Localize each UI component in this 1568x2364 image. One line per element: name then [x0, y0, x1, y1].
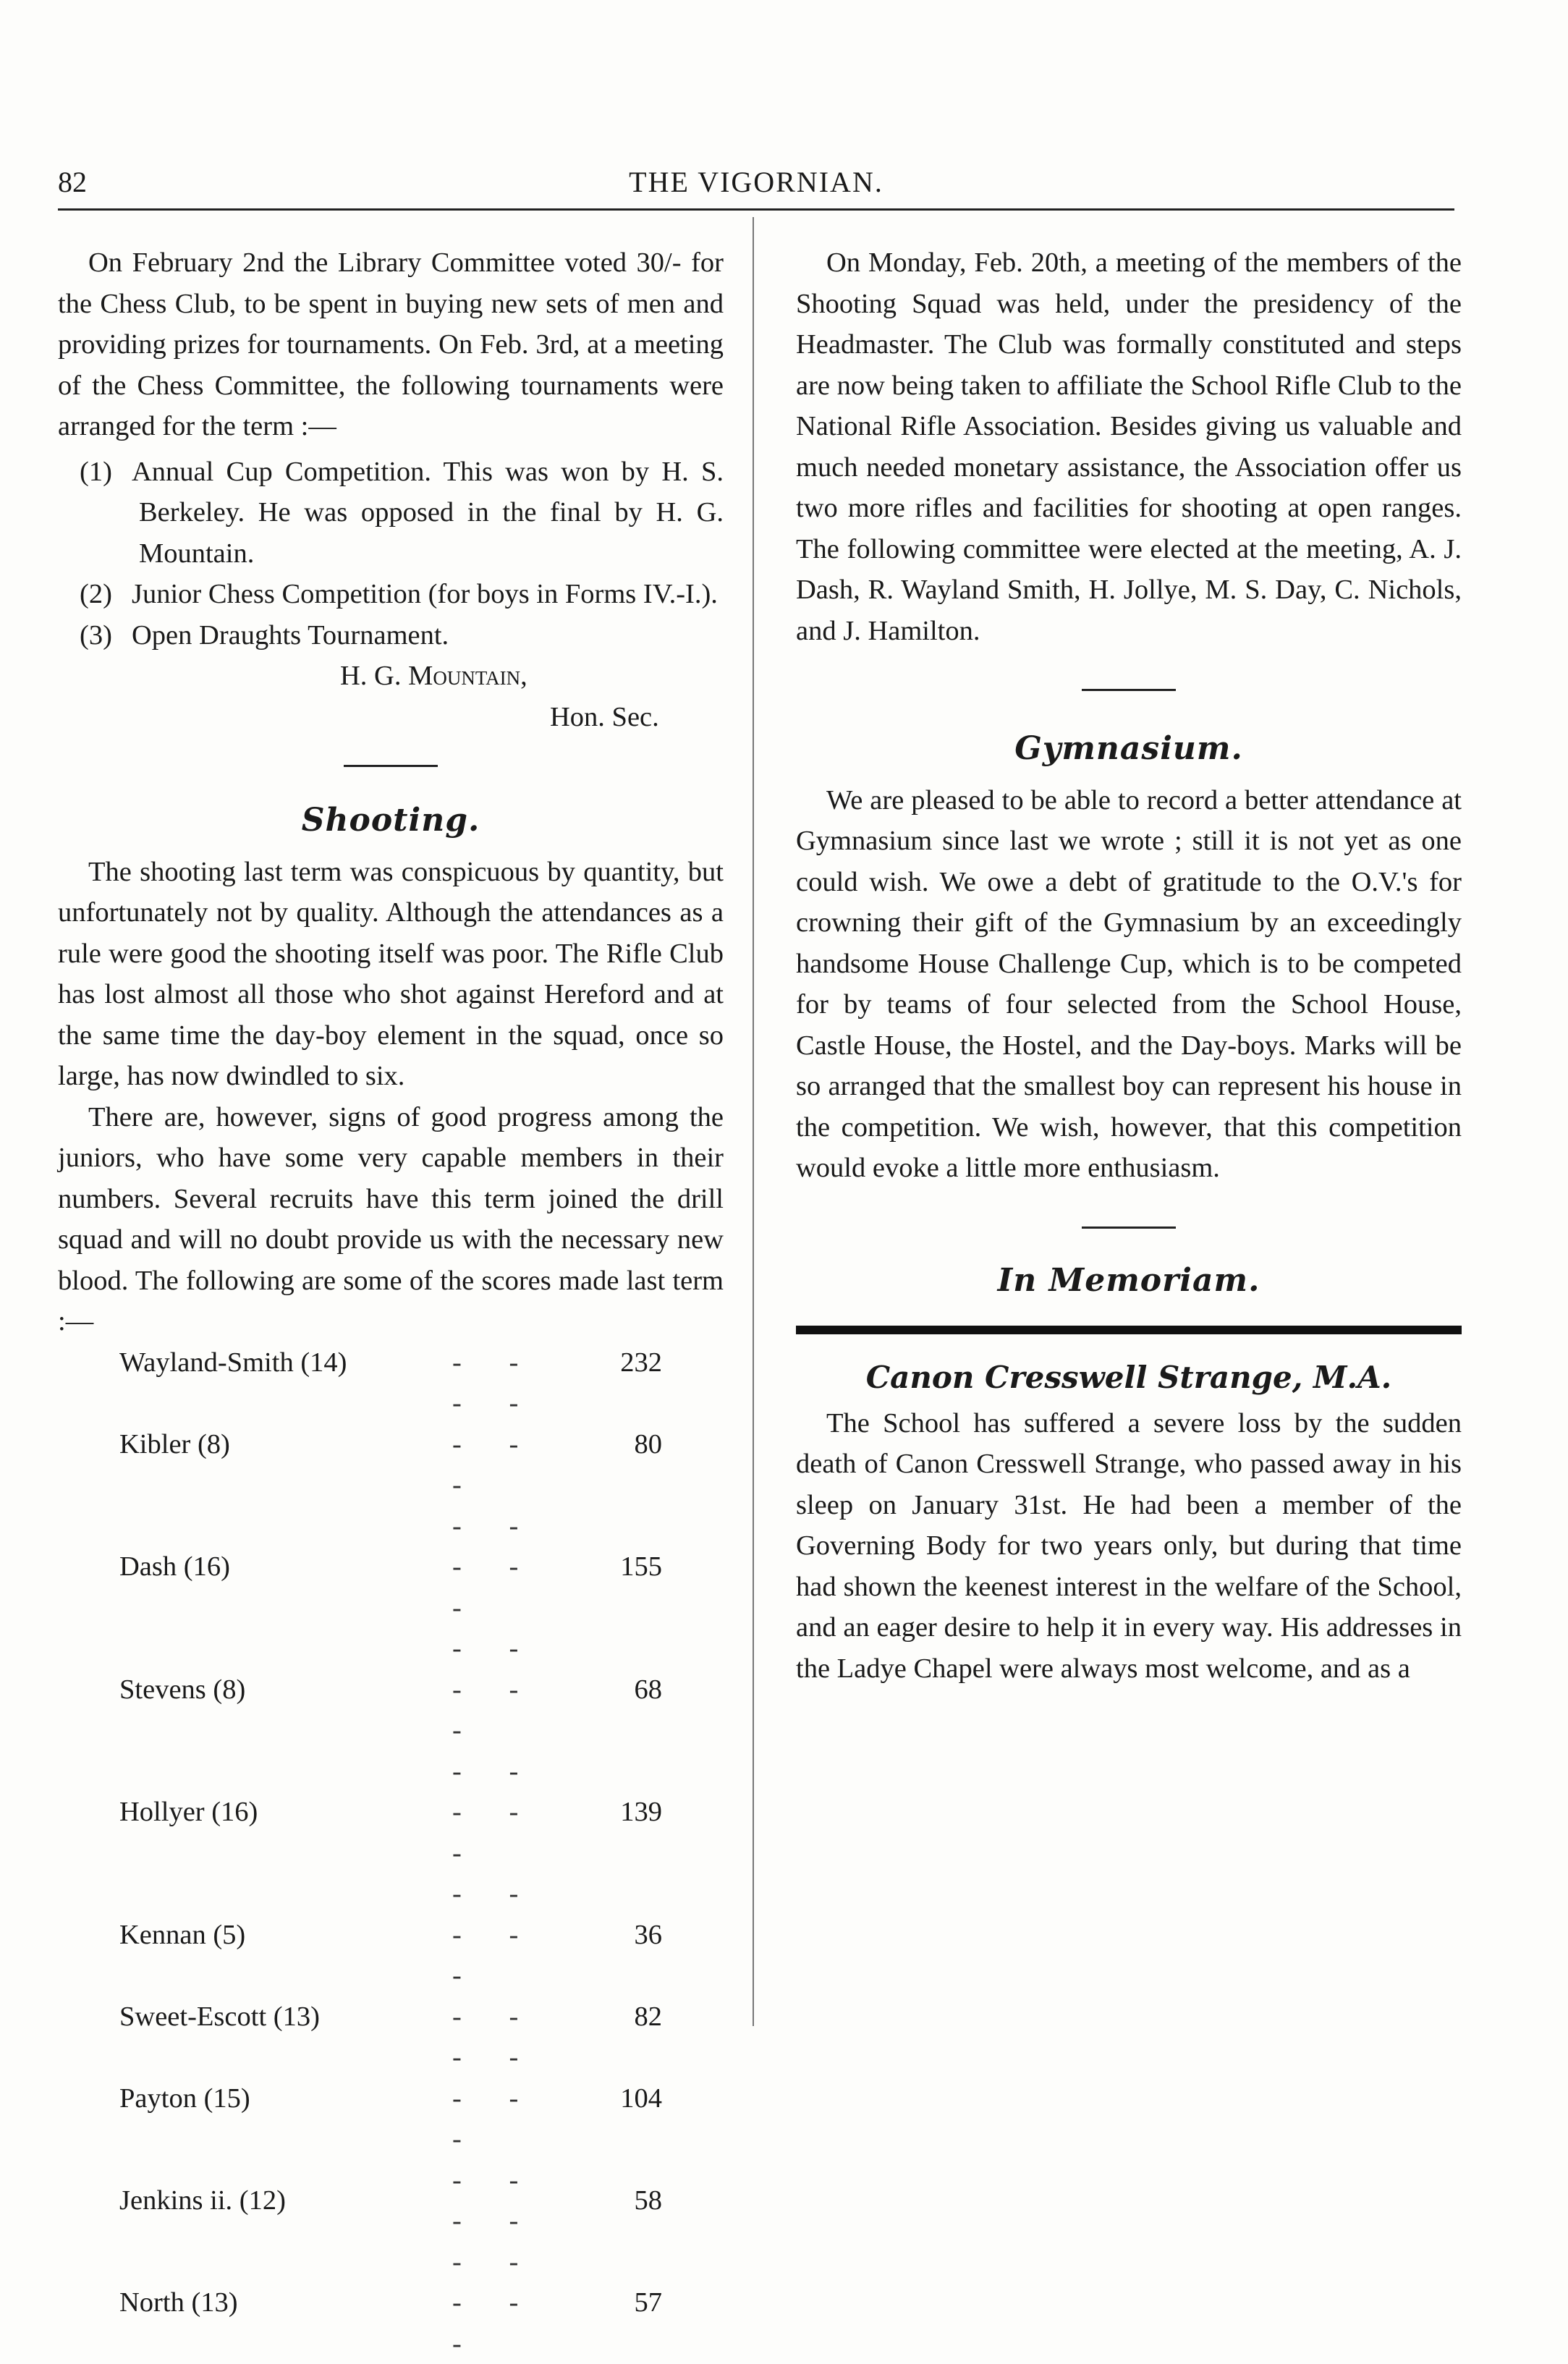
score-value: 57 — [575, 2242, 662, 2364]
signature-name: H. G. Mountain, — [58, 656, 724, 697]
score-name: Jenkins ii. (12) — [119, 2160, 452, 2242]
score-value: 155 — [575, 1506, 662, 1629]
score-name: Kennan (5) — [119, 1873, 452, 1996]
score-value: 104 — [575, 2037, 662, 2160]
page-number: 82 — [58, 165, 87, 199]
score-value: 80 — [575, 1383, 662, 1506]
shooting-paragraph-1: The shooting last term was conspicuous by quantity, but unfortunately not by quality. Although the attendances as a rule were good the shooting itself was poor. The Rifle Club has lost almost all those who shot against Hereford and at the same time the day-boy element in the squad, once so large, has now dwindled to six. — [58, 852, 724, 1097]
score-leader: - - - - - — [452, 1383, 575, 1506]
score-name: North (13) — [119, 2242, 452, 2364]
shooting-heading: Shooting. — [58, 800, 724, 842]
memorial-rule — [796, 1326, 1462, 1334]
score-value: 58 — [575, 2160, 662, 2242]
score-value: 82 — [575, 1996, 662, 2038]
shooting-meeting-paragraph: On Monday, Feb. 20th, a meeting of the members of the Shooting Squad was held, under the presidency of the Headmaster. The Club was formally constituted and steps are now being taken to affiliate the School Rifle Club to the National Rifle Association. Besides giving us valuable and much needed monetary assistance, the Association offer us two more rifles and facilities for shooting at open ranges. The following committee were elected at the meeting, A. J. Dash, R. Wayland Smith, H. Jollye, M. S. Day, C. Nichols, and J. Hamilton. — [796, 242, 1462, 651]
score-name: Wayland-Smith (14) — [119, 1342, 452, 1384]
tournament-text: Junior Chess Competition (for boys in Forms IV.-I.). — [132, 579, 718, 609]
tournament-number: (1) — [80, 452, 112, 493]
signature-role: Hon. Sec. — [58, 697, 724, 738]
score-leader: - - - - — [452, 2160, 575, 2242]
tournament-number: (3) — [80, 615, 112, 656]
section-divider — [1082, 1227, 1176, 1229]
right-column — [796, 242, 1462, 1689]
score-name: Sweet-Escott (13) — [119, 1996, 452, 2038]
score-leader: - - — [452, 1996, 575, 2038]
score-name: Dash (16) — [119, 1506, 452, 1629]
score-name: Stevens (8) — [119, 1628, 452, 1751]
tournament-item-2 — [122, 574, 724, 615]
section-divider — [344, 765, 438, 767]
score-value: 68 — [575, 1628, 662, 1751]
tournament-text: Open Draughts Tournament. — [132, 620, 449, 651]
table-row — [119, 1506, 662, 1629]
tournament-text: Annual Cup Competition. This was won by H. S. Berkeley. He was opposed in the final by H. G. Mountain. — [132, 457, 724, 569]
section-divider — [1082, 689, 1176, 691]
tournament-number: (2) — [80, 574, 112, 615]
column-divider — [753, 217, 754, 2026]
score-leader: - - - - - — [452, 1628, 575, 1751]
chess-signature — [58, 656, 724, 737]
page-header — [58, 165, 1454, 211]
tournament-item-3 — [122, 615, 724, 656]
table-row — [119, 1996, 662, 2038]
score-leader: - - - - - — [452, 2242, 575, 2364]
table-row — [119, 2037, 662, 2160]
shooting-paragraph-2: There are, however, signs of good progress among the juniors, who have some very capable members in their numbers. Several recruits have this term joined the drill squad and will no doubt provide us with the necessary new blood. The following are some of the scores made last term :— — [58, 1097, 724, 1342]
table-row — [119, 1383, 662, 1506]
gymnasium-heading: Gymnasium. — [796, 729, 1462, 770]
obituary-title: Canon Cresswell Strange, M.A. — [796, 1357, 1462, 1399]
score-name: Kibler (8) — [119, 1383, 452, 1506]
table-row — [119, 1873, 662, 1996]
score-leader: - - - - - — [452, 1751, 575, 1874]
journal-title: THE VIGORNIAN. — [58, 165, 1454, 199]
score-name: Hollyer (16) — [119, 1751, 452, 1874]
tournament-item-1 — [122, 452, 724, 575]
table-row — [119, 1751, 662, 1874]
score-name: Payton (15) — [119, 2037, 452, 2160]
table-row — [119, 2242, 662, 2364]
score-value: 36 — [575, 1873, 662, 1996]
score-leader: - - - - - — [452, 1506, 575, 1629]
table-row — [119, 1342, 662, 1384]
score-leader: - - - - - — [452, 2037, 575, 2160]
table-row — [119, 1628, 662, 1751]
gymnasium-paragraph: We are pleased to be able to record a better attendance at Gymnasium since last we wrote ; still it is not yet as one could wish. We owe a debt of gratitude to the O.V.'s for crowning their gift of the Gymnasium by an exceedingly handsome House Challenge Cup, which is to be competed for by teams of four selected from the School House, Castle House, the Hostel, and the Day-boys. Marks will be so arranged that the smallest boy can represent his house in the competition. We wish, however, that this competition would evoke a little more enthusiasm. — [796, 780, 1462, 1189]
memoriam-heading: In Memoriam. — [796, 1261, 1462, 1302]
score-value: 232 — [575, 1342, 662, 1384]
obituary-paragraph: The School has suffered a severe loss by the sudden death of Canon Cresswell Strange, who passed away in his sleep on January 31st. He had been a member of the Governing Body for two years only, but during that time had shown the keenest interest in the welfare of the School, and an eager desire to help it in every way. His addresses in the Ladye Chapel were always most welcome, and as a — [796, 1403, 1462, 1690]
score-leader: - - — [452, 1342, 575, 1384]
left-column — [58, 242, 724, 2364]
scores-table — [119, 1342, 662, 2364]
table-row — [119, 2160, 662, 2242]
tournament-list — [58, 452, 724, 656]
score-value: 139 — [575, 1751, 662, 1874]
chess-intro-paragraph: On February 2nd the Library Committee voted 30/- for the Chess Club, to be spent in buying new sets of men and providing prizes for tournaments. On Feb. 3rd, at a meeting of the Chess Committee, the following tournaments were arranged for the term :— — [58, 242, 724, 447]
score-leader: - - - - - — [452, 1873, 575, 1996]
